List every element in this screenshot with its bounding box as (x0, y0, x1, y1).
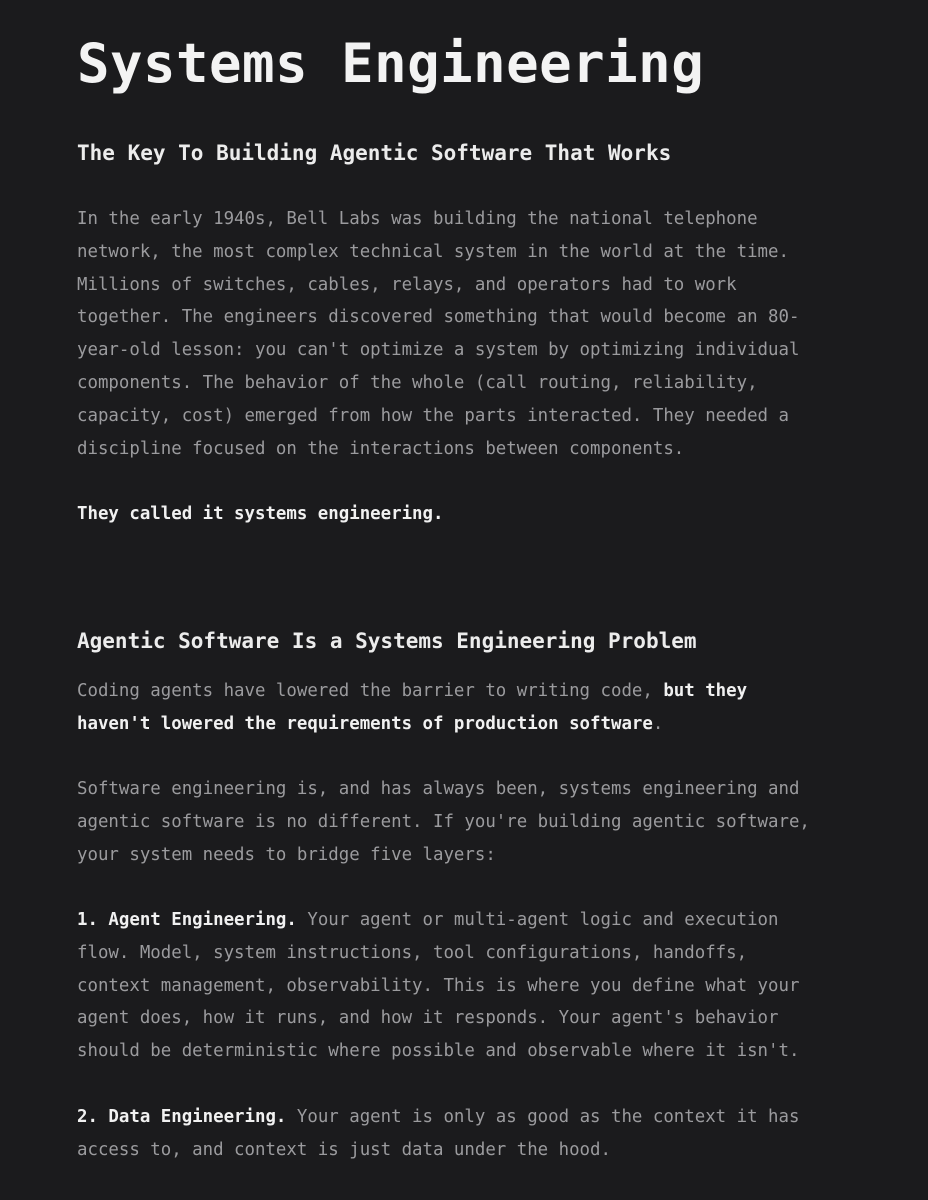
paragraph-line: access to, and context is just data under the hood. (77, 1139, 611, 1160)
paragraph-text: . (652, 713, 664, 734)
section-paragraph-2 (77, 773, 877, 871)
page-title: Systems Engineering (77, 32, 705, 95)
intro-line: together. The engineers discovered something that would become an 80- (77, 307, 800, 328)
layer-label: 1. Agent Engineering. (77, 910, 297, 930)
layer-agent-engineering (77, 904, 877, 1068)
paragraph-text: Your agent is only as good as the context it has (286, 1107, 800, 1127)
paragraph-text: Your agent or multi-agent logic and execution (296, 910, 779, 930)
paragraph-line: flow. Model, system instructions, tool configurations, handoffs, (77, 942, 748, 963)
paragraph-line (77, 675, 877, 708)
paragraph-line: agent does, how it runs, and how it responds. Your agent's behavior (77, 1008, 779, 1029)
section-heading: Agentic Software Is a Systems Engineering Problem (77, 629, 697, 653)
intro-line: Millions of switches, cables, relays, and operators had to work (77, 274, 737, 295)
intro-line: In the early 1940s, Bell Labs was building the national telephone (77, 209, 758, 229)
intro-line: capacity, cost) emerged from how the parts interacted. They needed a (77, 405, 789, 426)
paragraph-line: your system needs to bridge five layers: (77, 844, 496, 865)
layer-label: 2. Data Engineering. (77, 1107, 287, 1127)
paragraph-line: agentic software is no different. If you're building agentic software, (77, 811, 810, 832)
article-subtitle: The Key To Building Agentic Software That Works (77, 141, 672, 165)
callout-paragraph (77, 498, 877, 531)
paragraph-line: context management, observability. This is where you define what your (77, 975, 800, 996)
paragraph-line: should be deterministic where possible and observable where it isn't. (77, 1041, 800, 1062)
section-paragraph-1 (77, 675, 877, 741)
paragraph-line: Software engineering is, and has always been, systems engineering and (77, 779, 800, 799)
intro-line: discipline focused on the interactions between components. (77, 438, 685, 459)
layer-data-engineering (77, 1101, 877, 1167)
paragraph-line (77, 708, 877, 741)
paragraph-line (77, 904, 877, 937)
intro-line: network, the most complex technical system in the world at the time. (77, 241, 789, 262)
emphasis-text: but they (663, 681, 748, 701)
paragraph-line (77, 1101, 877, 1134)
intro-line: year-old lesson: you can't optimize a system by optimizing individual (77, 340, 800, 361)
intro-line: components. The behavior of the whole (call routing, reliability, (77, 372, 758, 393)
callout-text: They called it systems engineering. (77, 504, 444, 524)
intro-paragraph (77, 203, 877, 465)
paragraph-text: Coding agents have lowered the barrier to writing code, (77, 681, 664, 701)
emphasis-text: haven't lowered the requirements of production software (77, 713, 653, 734)
